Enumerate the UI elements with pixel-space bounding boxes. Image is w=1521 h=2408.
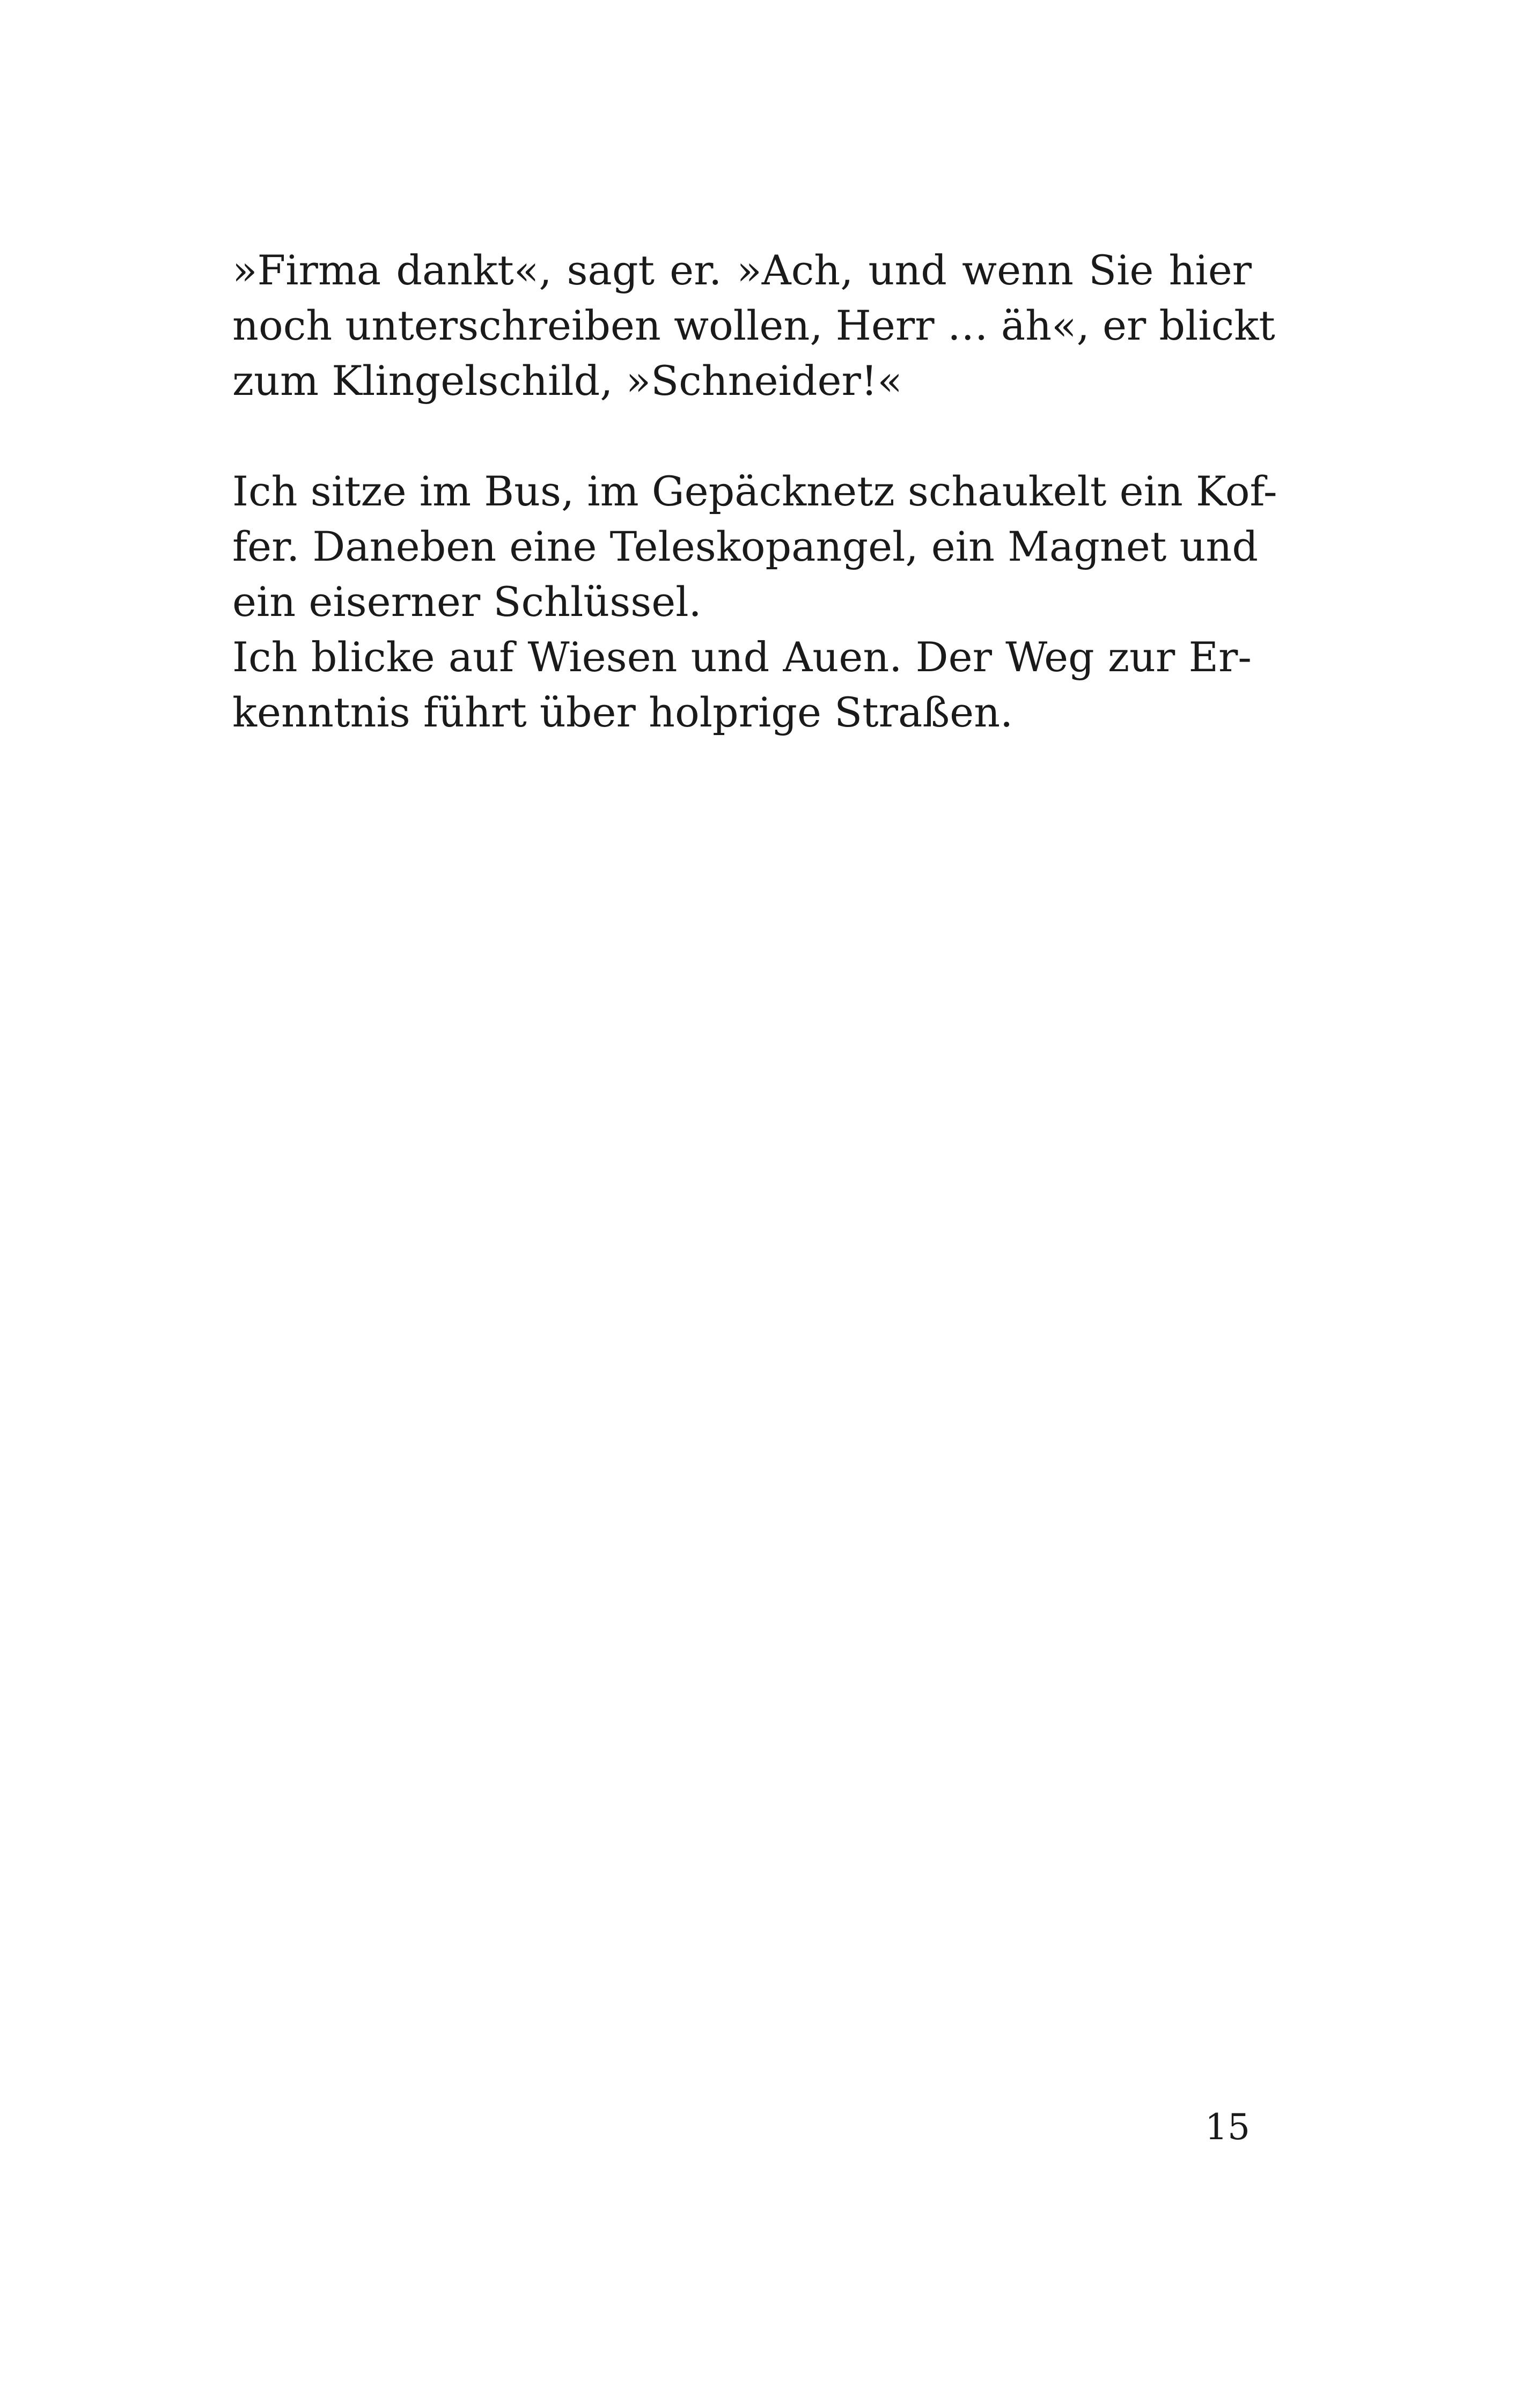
- paragraph-1: [232, 243, 1275, 408]
- text-line: Ich sitze im Bus, im Gepäcknetz schaukelt ein Kof-: [232, 467, 1277, 515]
- body-text: [232, 243, 1277, 740]
- paragraph-2: [232, 464, 1277, 740]
- text-line: Ich blicke auf Wiesen und Auen. Der Weg zur Er-: [232, 633, 1252, 681]
- page-number: 15: [1205, 2106, 1250, 2148]
- text-line: noch unterschreiben wollen, Herr … äh«, er blickt: [232, 302, 1275, 349]
- text-line: »Firma dankt«, sagt er. »Ach, und wenn Sie hier: [232, 246, 1252, 294]
- text-line: zum Klingelschild, »Schneider!«: [232, 357, 902, 405]
- text-line: ein eiserner Schlüssel.: [232, 578, 702, 626]
- text-line: kenntnis führt über holprige Straßen.: [232, 688, 1013, 736]
- paragraph-spacer: [232, 408, 1252, 464]
- text-line: fer. Daneben eine Teleskopangel, ein Magnet und: [232, 523, 1259, 570]
